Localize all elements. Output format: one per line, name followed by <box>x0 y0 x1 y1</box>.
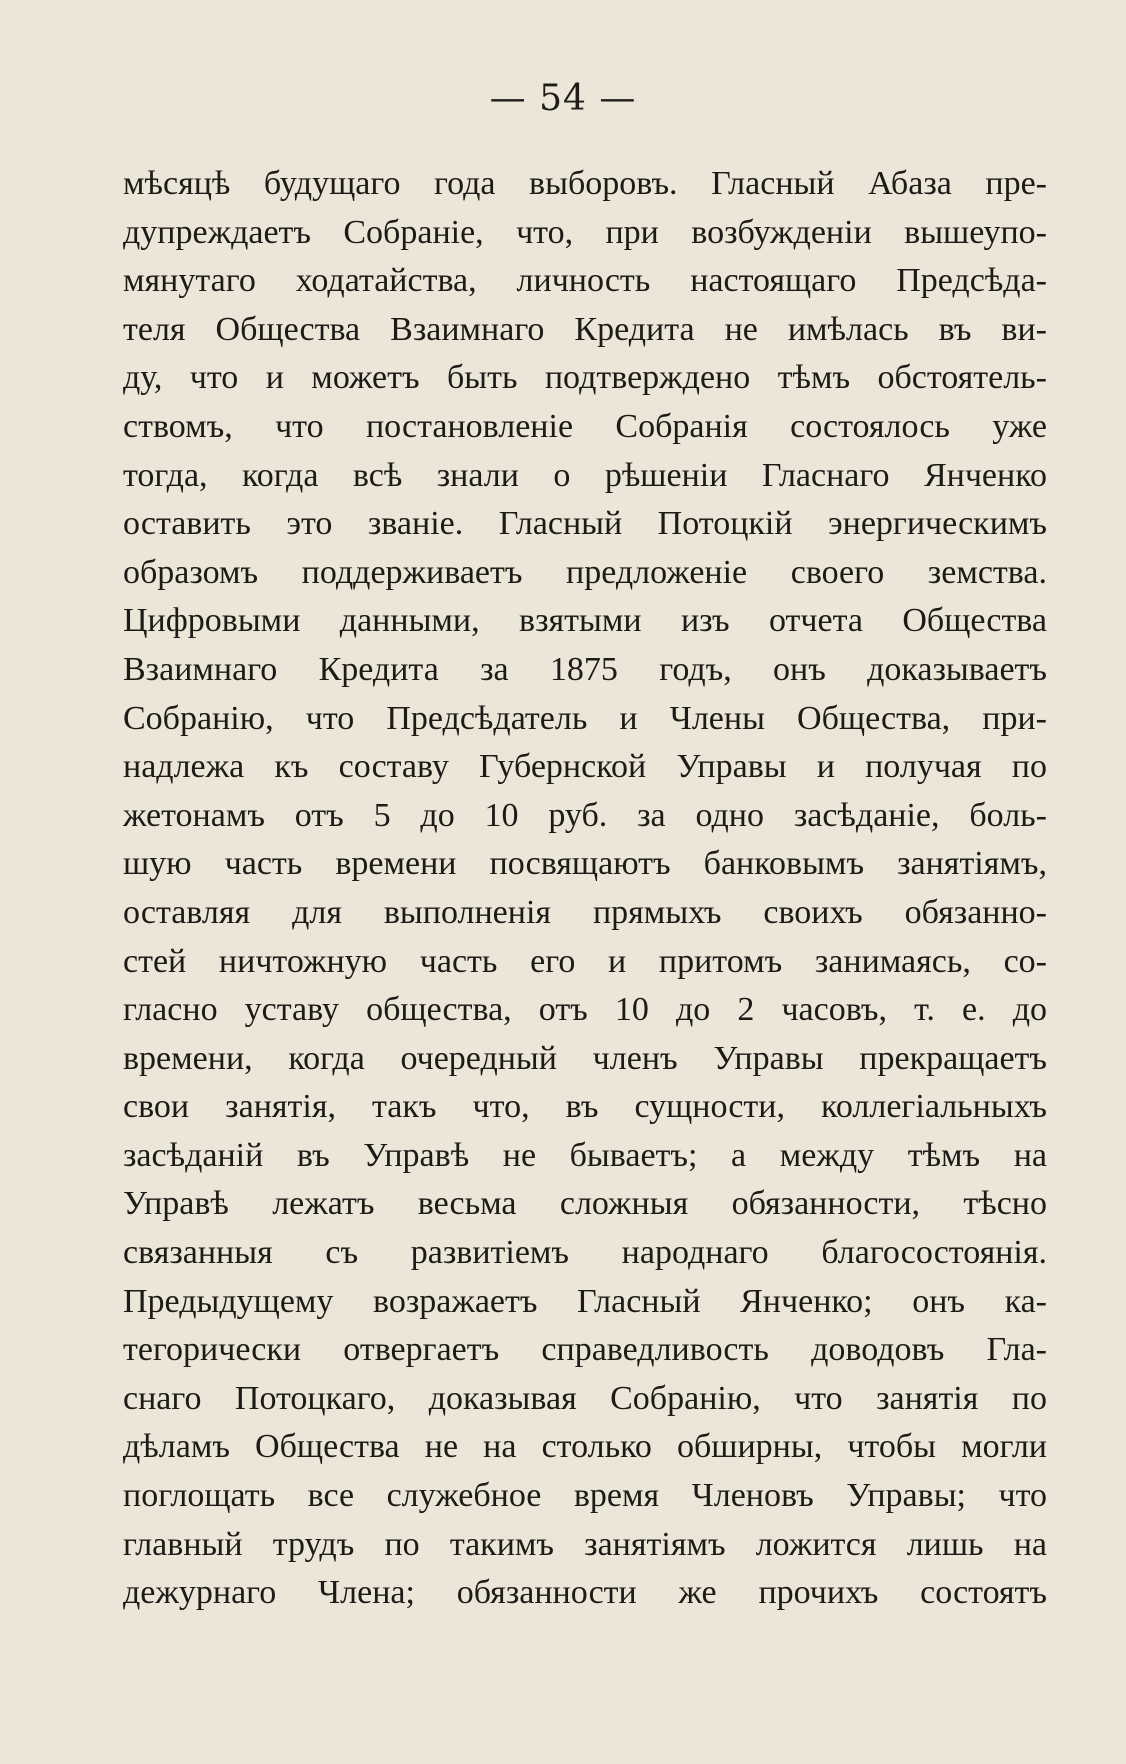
text-line: тегорически отвергаетъ справедливость доводовъ Гла- <box>123 1331 1047 1369</box>
text-line: времени, когда очередный членъ Управы прекращаетъ <box>123 1039 1047 1077</box>
text-line: стей ничтожную часть его и притомъ занимаясь, со- <box>123 942 1047 980</box>
text-line: образомъ поддерживаетъ предложеніе своего земства. <box>123 553 1047 591</box>
text-line: гласно уставу общества, отъ 10 до 2 часовъ, т. е. до <box>123 991 1047 1029</box>
text-line: мѣсяцѣ будущаго года выборовъ. Гласный Абаза пре- <box>123 165 1047 202</box>
text-line: Собранію, что Предсѣдатель и Члены Общества, при- <box>123 699 1047 737</box>
text-line: Цифровыми данными, взятыми изъ отчета Общества <box>123 602 1047 640</box>
text-line: жетонамъ отъ 5 до 10 руб. за одно засѣданіе, боль- <box>123 796 1047 834</box>
text-line: ду, что и можетъ быть подтверждено тѣмъ обстоятель- <box>123 359 1047 397</box>
text-line: Взаимнаго Кредита за 1875 годъ, онъ доказываетъ <box>123 650 1047 688</box>
body-text <box>123 160 1047 1618</box>
text-line: шую часть времени посвящаютъ банковымъ занятіямъ, <box>123 845 1047 883</box>
text-line: свои занятія, такъ что, въ сущности, коллегіальныхъ <box>123 1088 1047 1126</box>
text-line: надлежа къ составу Губернской Управы и получая по <box>123 748 1047 786</box>
text-line: оставляя для выполненія прямыхъ своихъ обязанно- <box>123 893 1047 931</box>
text-line: дупреждаетъ Собраніе, что, при возбужденіи вышеупо- <box>123 213 1047 251</box>
text-line: дѣламъ Общества не на столько обширны, чтобы могли <box>123 1428 1047 1466</box>
text-line: главный трудъ по такимъ занятіямъ ложится лишь на <box>123 1525 1047 1563</box>
text-line: тогда, когда всѣ знали о рѣшеніи Гласнаго Янченко <box>123 456 1047 494</box>
text-line: засѣданій въ Управѣ не бываетъ; а между тѣмъ на <box>123 1136 1047 1174</box>
text-line: дежурнаго Члена; обязанности же прочихъ состоятъ <box>123 1574 1047 1612</box>
text-line: Управѣ лежатъ весьма сложныя обязанности, тѣсно <box>123 1185 1047 1223</box>
page-number: — 54 — <box>489 78 637 119</box>
text-line: ствомъ, что постановленіе Собранія состоялось уже <box>123 407 1047 445</box>
text-line: мянутаго ходатайства, личность настоящаго Предсѣда- <box>123 262 1047 300</box>
text-line: поглощать все служебное время Членовъ Управы; что <box>123 1477 1047 1515</box>
text-line: Предыдущему возражаетъ Гласный Янченко; онъ ка- <box>123 1282 1047 1320</box>
text-line: снаго Потоцкаго, доказывая Собранію, что занятія по <box>123 1379 1047 1417</box>
text-line: связанныя съ развитіемъ народнаго благосостоянія. <box>123 1234 1047 1272</box>
text-line: оставить это званіе. Гласный Потоцкій энергическимъ <box>123 505 1047 543</box>
text-line: теля Общества Взаимнаго Кредита не имѣлась въ ви- <box>123 310 1047 348</box>
